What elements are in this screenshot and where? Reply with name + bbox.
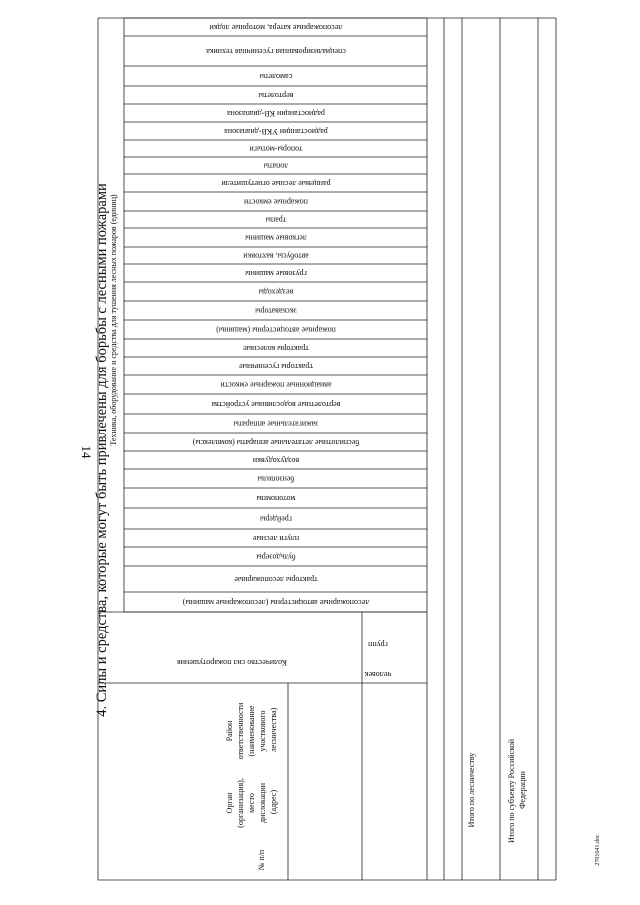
page-number: 14 — [79, 445, 94, 459]
equipment-header-label: плуги лесные — [252, 534, 300, 544]
equipment-header-label: грузовые машины — [245, 269, 307, 279]
equipment-header-label: топоры-мотыги — [249, 144, 303, 154]
equipment-header-label: тракторы гусеничные — [239, 362, 313, 372]
equipment-header-label: пожарные емкости — [244, 197, 308, 207]
equipment-header-label: ранцевые лесные огнетушители — [221, 179, 331, 189]
equipment-header-label: лесопожарные автоцистерны (лесопожарные машины) — [182, 598, 370, 608]
equipment-header-label: грейдеры — [259, 514, 293, 524]
header-forces: Количество сил пожаротушения — [177, 658, 287, 667]
equipment-header-label: лопаты — [263, 161, 289, 171]
section-title: 4. Силы и средства, которые могут быть привлечены для борьбы с лесными пожарами — [94, 183, 110, 717]
equipment-header-label: вездеходы — [258, 287, 294, 297]
equipment-header-label: воздуходувки — [252, 456, 300, 466]
header-groups: групп — [368, 640, 388, 649]
equipment-header-label: вертолеты — [258, 91, 294, 101]
equipment-header-label: пожарные автоцистерны (машины) — [216, 325, 336, 335]
header-organ: Орган (организация), место дислокации (адрес) — [225, 778, 278, 828]
equipment-header-label: трапы — [265, 215, 287, 225]
equipment-headers — [182, 23, 369, 607]
header-persons: человек — [364, 670, 392, 679]
equipment-header-label: специализированная гусеничная техника — [206, 47, 346, 57]
equipment-header-label: автобусы, вахтовки — [243, 251, 309, 261]
equipment-header-label: мотопомпы — [256, 494, 296, 504]
equipment-header-label: вертолетные водосливные устройства — [211, 400, 341, 410]
header-equipment-group: Техника, оборудование и средства для тушения лесных пожаров (единиц) — [109, 194, 118, 446]
equipment-header-label: бензопилы — [257, 474, 295, 484]
equipment-header-label: радиостанции УКВ-диапазона — [224, 127, 328, 137]
equipment-header-label: зажигательные аппараты — [233, 419, 319, 429]
equipment-header-label: лесопожарные катера, моторные лодки — [209, 23, 343, 33]
equipment-header-label: самолеты — [259, 72, 293, 82]
doc-code: 2701641.doc — [595, 834, 601, 866]
equipment-header-label: тракторы лесопожарные — [234, 575, 318, 585]
equipment-header-label: авиационные пожарные емкости — [220, 380, 332, 390]
total-by-region: Итого по субъекту Российской Федерации — [507, 738, 527, 844]
equipment-header-label: беспилотные летательные аппараты (комплексы) — [192, 438, 360, 448]
equipment-header-label: легковые машины — [245, 233, 307, 243]
header-district: Район ответственности (наименование участкового лесничества) — [225, 702, 278, 760]
header-num: № п/п — [257, 849, 266, 871]
table-grid — [98, 18, 556, 880]
equipment-header-label: экскаваторы — [255, 306, 297, 316]
equipment-header-label: тракторы колесные — [243, 344, 309, 354]
equipment-header-label: радиостанции КВ-диапазона — [227, 109, 325, 119]
equipment-header-label: бульдозеры — [256, 552, 296, 562]
total-by-district: Итого по лесничеству — [467, 752, 476, 828]
